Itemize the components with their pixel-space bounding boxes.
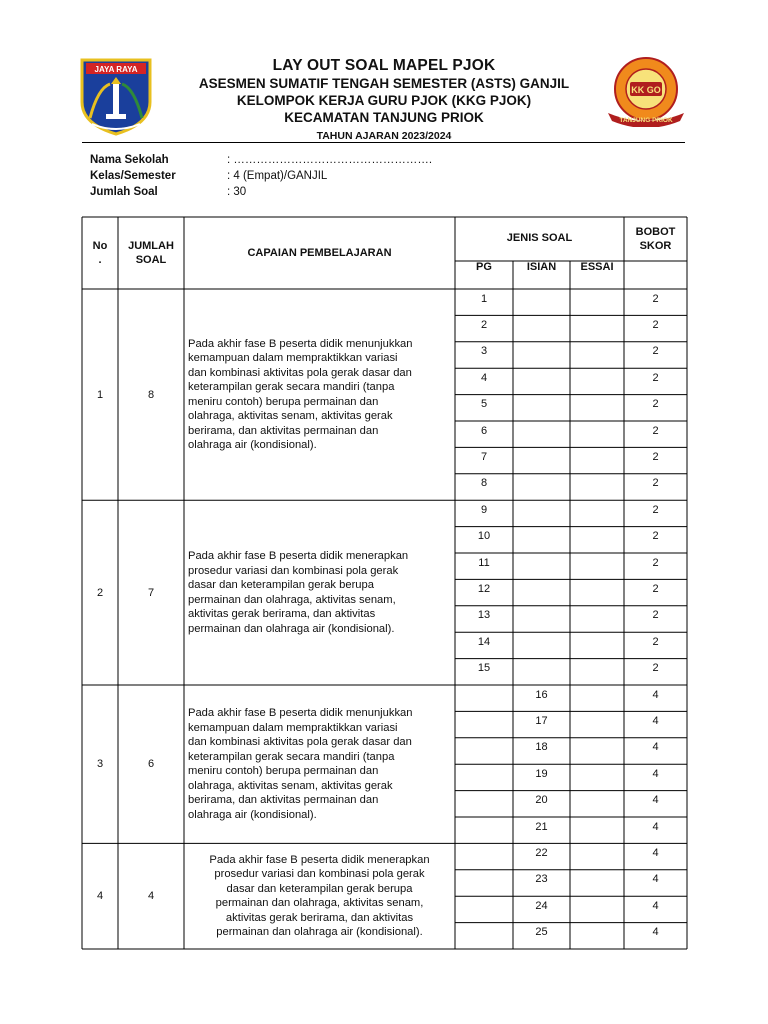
cell-item-number: 25 bbox=[535, 926, 548, 939]
cell-capaian-pembelajaran: Pada akhir fase B peserta didik menunjukkan kemampuan dalam mempraktikkan variasi dan kombinasi aktivitas pola gerak dasar dan keterampilan gerak secara mandiri (tanpa meniru contoh) berupa permainan dan olahraga, aktivitas senam, aktivitas gerak berirama, dan aktivitas permainan dan olahraga air (kondisional). bbox=[188, 707, 413, 821]
document-title: LAY OUT SOAL MAPEL PJOK bbox=[272, 57, 496, 74]
info-label: Kelas/Semester bbox=[90, 170, 176, 182]
header-bobot-skor: BOBOT SKOR bbox=[635, 226, 676, 252]
cell-no: 3 bbox=[96, 758, 104, 771]
header-essai: ESSAI bbox=[580, 261, 614, 273]
cell-item-number: 24 bbox=[535, 899, 548, 912]
cell-item-number: 2 bbox=[480, 319, 488, 332]
cell-jumlah-soal: 4 bbox=[147, 890, 155, 903]
info-value: : ……………………………………………. bbox=[227, 154, 433, 166]
cell-bobot: 2 bbox=[652, 583, 659, 596]
cell-item-number: 3 bbox=[480, 345, 488, 358]
cell-item-number: 9 bbox=[480, 503, 488, 516]
header-no: No . bbox=[92, 240, 108, 266]
cell-item-number: 19 bbox=[535, 767, 548, 780]
cell-item-number: 8 bbox=[480, 477, 488, 490]
cell-bobot: 2 bbox=[652, 556, 659, 569]
cell-no: 4 bbox=[96, 890, 104, 903]
cell-bobot: 4 bbox=[652, 741, 659, 754]
cell-bobot: 4 bbox=[652, 820, 659, 833]
cell-item-number: 5 bbox=[480, 398, 488, 411]
header-line-kkg: KELOMPOK KERJA GURU PJOK (KKG PJOK) bbox=[236, 93, 532, 108]
header-isian: ISIAN bbox=[526, 261, 557, 273]
cell-bobot: 2 bbox=[652, 662, 659, 675]
cell-capaian-pembelajaran: Pada akhir fase B peserta didik menerapkan prosedur variasi dan kombinasi pola gerak dasar dan keterampilan gerak berupa permainan dan olahraga, aktivitas senam, aktivitas gerak berirama, dan aktivitas permainan dan olahraga air (kondisional). bbox=[209, 853, 430, 939]
cell-item-number: 15 bbox=[477, 662, 491, 675]
cell-bobot: 4 bbox=[652, 926, 659, 939]
cell-bobot: 2 bbox=[652, 451, 659, 464]
cell-bobot: 2 bbox=[652, 319, 659, 332]
cell-item-number: 1 bbox=[480, 292, 488, 305]
info-value: : 4 (Empat)/GANJIL bbox=[227, 170, 328, 182]
header-divider bbox=[82, 142, 685, 143]
cell-item-number: 16 bbox=[535, 688, 548, 701]
header-jenis-soal: JENIS SOAL bbox=[506, 232, 573, 244]
header-line-kecamatan: KECAMATAN TANJUNG PRIOK bbox=[284, 110, 484, 125]
info-label: Jumlah Soal bbox=[90, 186, 158, 198]
cell-bobot: 2 bbox=[652, 503, 659, 516]
cell-item-number: 7 bbox=[480, 451, 488, 464]
kkg-olahraga-logo bbox=[602, 55, 690, 127]
document-header bbox=[160, 57, 608, 143]
cell-item-number: 22 bbox=[535, 847, 548, 860]
layout-soal-table bbox=[82, 217, 687, 943]
svg-text:JAYA RAYA: JAYA RAYA bbox=[94, 65, 138, 74]
cell-bobot: 2 bbox=[652, 530, 659, 543]
cell-bobot: 4 bbox=[652, 899, 659, 912]
header-capaian-pembelajaran: CAPAIAN PEMBELAJARAN bbox=[247, 247, 392, 259]
cell-bobot: 2 bbox=[652, 424, 659, 437]
cell-bobot: 4 bbox=[652, 767, 659, 780]
cell-bobot: 4 bbox=[652, 794, 659, 807]
cell-bobot: 2 bbox=[652, 371, 659, 384]
svg-text:TANJUNG PRIOK: TANJUNG PRIOK bbox=[619, 117, 673, 124]
cell-jumlah-soal: 7 bbox=[147, 586, 155, 599]
cell-item-number: 21 bbox=[535, 820, 548, 833]
header-jumlah-soal: JUMLAH SOAL bbox=[128, 240, 174, 266]
cell-item-number: 17 bbox=[535, 715, 548, 728]
cell-item-number: 10 bbox=[477, 530, 491, 543]
cell-jumlah-soal: 6 bbox=[147, 758, 155, 771]
cell-capaian-pembelajaran: Pada akhir fase B peserta didik menunjukkan kemampuan dalam mempraktikkan variasi dan kombinasi aktivitas pola gerak dasar dan keterampilan gerak secara mandiri (tanpa meniru contoh) berupa permainan dan olahraga, aktivitas senam, aktivitas gerak berirama, dan aktivitas permainan dan olahraga air (kondisional). bbox=[188, 337, 413, 452]
cell-bobot: 2 bbox=[652, 292, 659, 305]
cell-item-number: 13 bbox=[477, 609, 491, 622]
cell-item-number: 11 bbox=[478, 556, 490, 569]
cell-jumlah-soal: 8 bbox=[147, 388, 155, 401]
cell-item-number: 20 bbox=[535, 794, 548, 807]
cell-item-number: 23 bbox=[535, 873, 548, 886]
cell-capaian-pembelajaran: Pada akhir fase B peserta didik menerapkan prosedur variasi dan kombinasi pola gerak dasar dan keterampilan gerak berupa permainan dan olahraga, aktivitas senam, aktivitas gerak berirama, dan aktivitas permainan dan olahraga air (kondisional). bbox=[188, 550, 409, 635]
cell-bobot: 4 bbox=[652, 715, 659, 728]
info-value: : 30 bbox=[227, 186, 247, 198]
jaya-raya-logo bbox=[80, 58, 152, 136]
cell-bobot: 4 bbox=[652, 873, 659, 886]
svg-text:KK GO: KK GO bbox=[631, 85, 661, 95]
cell-item-number: 12 bbox=[477, 583, 491, 596]
header-year: TAHUN AJARAN 2023/2024 bbox=[316, 130, 452, 142]
cell-bobot: 2 bbox=[652, 609, 659, 622]
info-label: Nama Sekolah bbox=[90, 154, 169, 166]
header-pg: PG bbox=[476, 261, 492, 273]
cell-bobot: 2 bbox=[652, 477, 659, 490]
cell-item-number: 6 bbox=[480, 424, 488, 437]
cell-bobot: 2 bbox=[652, 635, 659, 648]
cell-bobot: 2 bbox=[652, 398, 659, 411]
cell-bobot: 4 bbox=[652, 847, 659, 860]
header-line-asesmen: ASESMEN SUMATIF TENGAH SEMESTER (ASTS) GANJIL bbox=[198, 76, 570, 91]
cell-no: 1 bbox=[96, 388, 104, 401]
cell-item-number: 14 bbox=[477, 635, 491, 648]
cell-item-number: 4 bbox=[480, 371, 488, 384]
cell-bobot: 4 bbox=[652, 688, 659, 701]
cell-item-number: 18 bbox=[535, 741, 548, 754]
cell-no: 2 bbox=[96, 586, 104, 599]
cell-bobot: 2 bbox=[652, 345, 659, 358]
